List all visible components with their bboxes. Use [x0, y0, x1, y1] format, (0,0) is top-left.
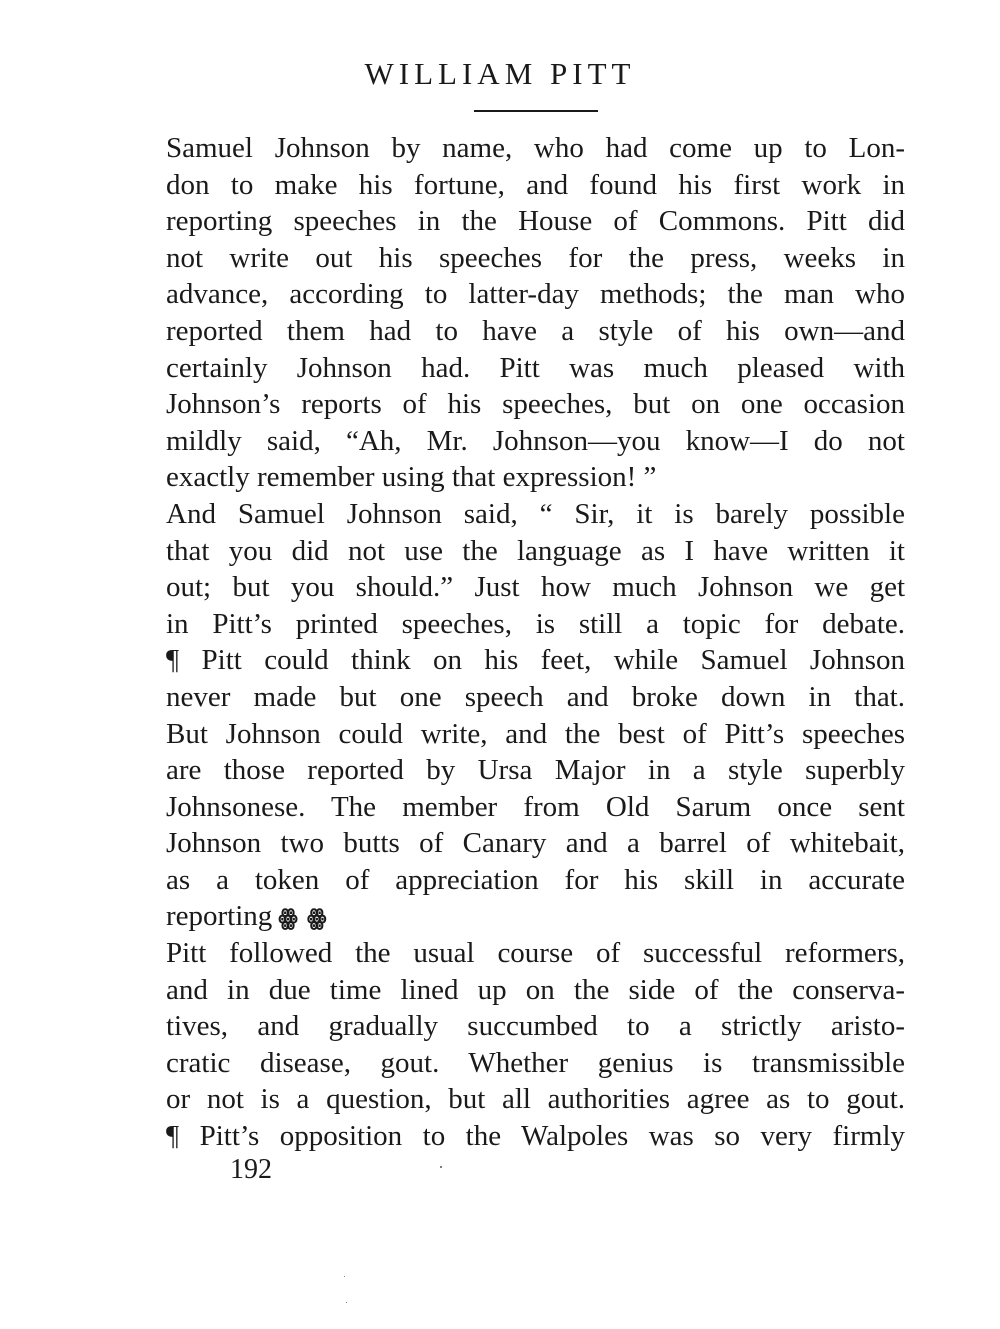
text-line: don to make his fortune, and found his first work in	[166, 168, 905, 201]
text-line: mildly said, “Ah, Mr. Johnson—you know—I do not	[166, 424, 905, 457]
text-line: tives, and gradually succumbed to a strictly aristo-	[166, 1010, 905, 1043]
text-line-with-ornament	[166, 898, 905, 935]
text-line: or not is a question, but all authorities agree as to gout.	[166, 1083, 905, 1116]
page-number: 192	[230, 1154, 272, 1185]
text-line: as a token of appreciation for his skill in accurate	[166, 863, 905, 896]
text-line: certainly Johnson had. Pitt was much pleased with	[166, 351, 905, 384]
body-text	[166, 130, 905, 1155]
text-line: not write out his speeches for the press, weeks in	[166, 241, 905, 274]
text-line: and in due time lined up on the side of the conserva-	[166, 973, 905, 1006]
text-line: Johnson two butts of Canary and a barrel of whitebait,	[166, 827, 905, 860]
text-line: exactly remember using that expression! ”	[166, 461, 657, 494]
running-head-title: WILLIAM PITT	[364, 56, 636, 91]
text-line: reporting	[166, 900, 273, 933]
text-line: never made but one speech and broke down in that.	[166, 680, 905, 713]
text-line: ¶ Pitt’s opposition to the Walpoles was so very firmly	[166, 1120, 905, 1153]
text-line: advance, according to latter-day methods; the man who	[166, 278, 905, 311]
text-line: cratic disease, gout. Whether genius is transmissible	[166, 1046, 905, 1079]
text-line: ¶ Pitt could think on his feet, while Samuel Johnson	[166, 644, 905, 677]
text-line: are those reported by Ursa Major in a style superbly	[166, 754, 905, 787]
text-line: But Johnson could write, and the best of Pitt’s speeches	[166, 717, 905, 750]
text-line: Samuel Johnson by name, who had come up to Lon-	[166, 132, 905, 164]
text-line: out; but you should.” Just how much Johnson we get	[166, 571, 905, 604]
text-line: Johnson’s reports of his speeches, but on one occasion	[166, 388, 905, 421]
text-line: Johnsonese. The member from Old Sarum once sent	[166, 790, 905, 823]
text-line: Pitt followed the usual course of successful reformers,	[166, 937, 905, 970]
section-ornament-icon: ꙮ ꙮ	[278, 905, 329, 931]
text-line: in Pitt’s printed speeches, is still a topic for debate.	[166, 607, 905, 640]
print-speck	[344, 1276, 345, 1277]
header-rule	[474, 110, 598, 112]
text-line: And Samuel Johnson said, “ Sir, it is barely possible	[166, 497, 905, 530]
text-line: reporting speeches in the House of Commons. Pitt did	[166, 205, 905, 238]
print-speck	[346, 1302, 347, 1303]
text-line: that you did not use the language as I have written it	[166, 534, 905, 567]
print-speck	[440, 1166, 442, 1168]
text-line: reported them had to have a style of his own—and	[166, 314, 905, 347]
